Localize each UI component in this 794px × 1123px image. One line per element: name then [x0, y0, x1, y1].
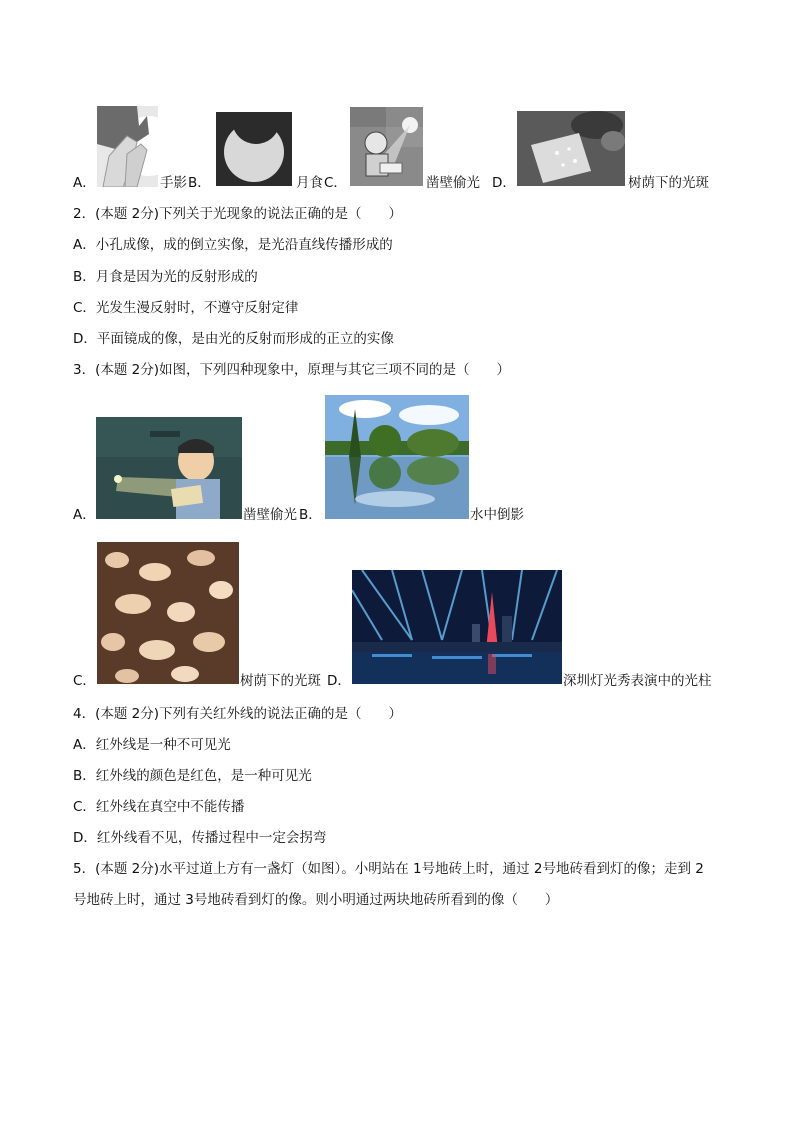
q3-option-d-letter: D． [327, 673, 351, 689]
q1-boring-wall-light-image [350, 107, 423, 186]
q2-option-a: A．小孔成像，成的倒立实像，是光沿直线传播形成的 [73, 237, 393, 253]
q3-option-b-label: 水中倒影 [470, 507, 524, 523]
q4-option-a: A．红外线是一种不可见光 [73, 737, 231, 753]
q2-option-d: D．平面镜成的像，是由光的反射而形成的正立的实像 [73, 331, 394, 347]
q1-option-a-letter: A． [73, 175, 96, 191]
q3-option-d-label: 深圳灯光秀表演中的光柱 [563, 673, 712, 689]
q3-dappled-light-image [97, 542, 239, 684]
q5-stem-line-2: 号地砖上时，通过 3号地砖看到灯的像。则小明通过两块地砖所看到的像（ ） [73, 892, 559, 908]
q1-hand-shadow-image [97, 106, 158, 187]
q3-water-reflection-image [325, 395, 469, 519]
q4-option-d: D．红外线看不见，传播过程中一定会拐弯 [73, 830, 327, 846]
q1-lunar-eclipse-image [216, 112, 292, 186]
q4-option-b: B．红外线的颜色是红色，是一种可见光 [73, 768, 312, 784]
q2-option-b: B．月食是因为光的反射形成的 [73, 269, 258, 285]
q3-stem: 3．(本题 2分)如图，下列四种现象中，原理与其它三项不同的是（ ） [73, 362, 511, 378]
q1-option-d-label: 树荫下的光斑 [628, 175, 709, 191]
q3-option-a-letter: A． [73, 507, 96, 523]
q3-boring-wall-light-image [96, 417, 242, 519]
q1-dappled-light-image [517, 111, 625, 186]
q2-option-c: C．光发生漫反射时，不遵守反射定律 [73, 300, 299, 316]
q1-option-d-letter: D． [492, 175, 516, 191]
q3-option-c-label: 树荫下的光斑 [240, 673, 321, 689]
q4-option-c: C．红外线在真空中不能传播 [73, 799, 245, 815]
q1-option-c-label: 凿壁偷光 [426, 175, 480, 191]
q3-light-show-image [352, 570, 562, 684]
q1-option-c-letter: C． [324, 175, 347, 191]
q1-option-b-label: 月食 [296, 175, 323, 191]
q5-stem-line-1: 5．(本题 2分)水平过道上方有一盏灯（如图）。小明站在 1号地砖上时，通过 2号地砖看到灯的像；走到 2 [73, 861, 704, 877]
q1-option-b-letter: B． [188, 175, 211, 191]
q4-stem: 4．(本题 2分)下列有关红外线的说法正确的是（ ） [73, 706, 403, 722]
q2-stem: 2．(本题 2分)下列关于光现象的说法正确的是（ ） [73, 206, 403, 222]
q3-option-b-letter: B． [299, 507, 322, 523]
q3-option-a-label: 凿壁偷光 [243, 507, 297, 523]
q1-option-a-label: 手影 [160, 175, 187, 191]
q3-option-c-letter: C． [73, 673, 96, 689]
